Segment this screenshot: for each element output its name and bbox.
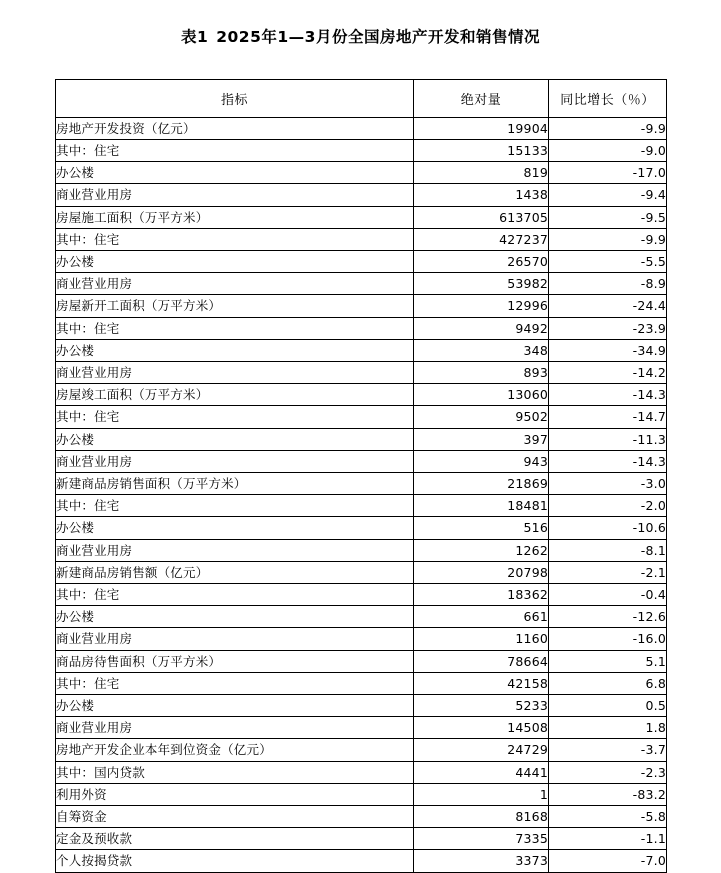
row-label: 商业营业用房 (56, 717, 414, 739)
table-row (56, 717, 667, 739)
row-absolute-value: 24729 (414, 739, 549, 761)
row-absolute-value: 53982 (414, 273, 549, 295)
row-absolute-value: 1438 (414, 184, 549, 206)
table-row (56, 317, 667, 339)
table-row (56, 162, 667, 184)
row-absolute-value: 26570 (414, 250, 549, 272)
row-growth-value: -5.8 (549, 805, 667, 827)
row-label: 其中：住宅 (56, 317, 414, 339)
row-label: 其中：住宅 (56, 139, 414, 161)
title-text: 2025年1—3月份全国房地产开发和销售情况 (216, 28, 540, 46)
row-label: 商业营业用房 (56, 361, 414, 383)
row-label: 办公楼 (56, 162, 414, 184)
row-growth-value: -23.9 (549, 317, 667, 339)
column-header-indicator: 指标 (56, 79, 414, 117)
row-growth-value: -1.1 (549, 828, 667, 850)
table-number: 表1 (181, 28, 209, 46)
row-growth-value: -24.4 (549, 295, 667, 317)
row-growth-value: -9.0 (549, 139, 667, 161)
table-row (56, 117, 667, 139)
table-row (56, 250, 667, 272)
row-absolute-value: 943 (414, 450, 549, 472)
page-title (0, 0, 721, 49)
row-label: 自筹资金 (56, 805, 414, 827)
row-label: 办公楼 (56, 339, 414, 361)
table-row (56, 628, 667, 650)
table-row (56, 672, 667, 694)
table-container (55, 79, 666, 873)
row-growth-value: 0.5 (549, 694, 667, 716)
row-label: 个人按揭贷款 (56, 850, 414, 872)
row-growth-value: -9.9 (549, 228, 667, 250)
table-row (56, 606, 667, 628)
row-growth-value: -2.1 (549, 561, 667, 583)
row-absolute-value: 78664 (414, 650, 549, 672)
table-body (56, 117, 667, 872)
row-growth-value: -9.4 (549, 184, 667, 206)
row-absolute-value: 893 (414, 361, 549, 383)
table-row (56, 406, 667, 428)
row-label: 定金及预收款 (56, 828, 414, 850)
row-growth-value: -3.7 (549, 739, 667, 761)
row-growth-value: 5.1 (549, 650, 667, 672)
table-header-row (56, 79, 667, 117)
row-growth-value: -14.3 (549, 450, 667, 472)
row-label: 商业营业用房 (56, 450, 414, 472)
row-label: 其中：住宅 (56, 228, 414, 250)
row-absolute-value: 18481 (414, 495, 549, 517)
row-growth-value: -17.0 (549, 162, 667, 184)
row-absolute-value: 9502 (414, 406, 549, 428)
table-row (56, 273, 667, 295)
table-row (56, 783, 667, 805)
row-label: 办公楼 (56, 606, 414, 628)
row-growth-value: -14.7 (549, 406, 667, 428)
row-label: 房屋竣工面积（万平方米） (56, 384, 414, 406)
row-growth-value: -14.2 (549, 361, 667, 383)
table-row (56, 583, 667, 605)
row-growth-value: 6.8 (549, 672, 667, 694)
row-growth-value: -16.0 (549, 628, 667, 650)
row-absolute-value: 21869 (414, 472, 549, 494)
row-absolute-value: 5233 (414, 694, 549, 716)
table-row (56, 694, 667, 716)
row-label: 办公楼 (56, 428, 414, 450)
row-growth-value: -83.2 (549, 783, 667, 805)
row-absolute-value: 42158 (414, 672, 549, 694)
row-absolute-value: 19904 (414, 117, 549, 139)
row-absolute-value: 9492 (414, 317, 549, 339)
row-absolute-value: 3373 (414, 850, 549, 872)
row-label: 商品房待售面积（万平方米） (56, 650, 414, 672)
table-row (56, 472, 667, 494)
row-label: 房屋新开工面积（万平方米） (56, 295, 414, 317)
row-label: 新建商品房销售面积（万平方米） (56, 472, 414, 494)
row-label: 其中：国内贷款 (56, 761, 414, 783)
row-absolute-value: 15133 (414, 139, 549, 161)
row-absolute-value: 1160 (414, 628, 549, 650)
row-label: 利用外资 (56, 783, 414, 805)
table-row (56, 428, 667, 450)
real-estate-table (55, 79, 667, 873)
row-label: 商业营业用房 (56, 539, 414, 561)
column-header-absolute: 绝对量 (414, 79, 549, 117)
row-absolute-value: 427237 (414, 228, 549, 250)
row-growth-value: -3.0 (549, 472, 667, 494)
row-growth-value: -0.4 (549, 583, 667, 605)
table-row (56, 295, 667, 317)
row-growth-value: -12.6 (549, 606, 667, 628)
table-row (56, 450, 667, 472)
table-row (56, 739, 667, 761)
table-row (56, 517, 667, 539)
row-growth-value: -34.9 (549, 339, 667, 361)
table-row (56, 805, 667, 827)
row-growth-value: -2.0 (549, 495, 667, 517)
row-absolute-value: 12996 (414, 295, 549, 317)
table-row (56, 761, 667, 783)
row-growth-value: -8.9 (549, 273, 667, 295)
row-absolute-value: 18362 (414, 583, 549, 605)
row-label: 房地产开发投资（亿元） (56, 117, 414, 139)
row-growth-value: -2.3 (549, 761, 667, 783)
row-absolute-value: 14508 (414, 717, 549, 739)
table-row (56, 184, 667, 206)
row-label: 房屋施工面积（万平方米） (56, 206, 414, 228)
table-row (56, 539, 667, 561)
row-label: 商业营业用房 (56, 273, 414, 295)
table-row (56, 850, 667, 872)
table-row (56, 139, 667, 161)
row-absolute-value: 20798 (414, 561, 549, 583)
row-growth-value: -11.3 (549, 428, 667, 450)
row-label: 商业营业用房 (56, 184, 414, 206)
table-row (56, 650, 667, 672)
row-absolute-value: 397 (414, 428, 549, 450)
row-absolute-value: 7335 (414, 828, 549, 850)
row-absolute-value: 819 (414, 162, 549, 184)
row-label: 其中：住宅 (56, 672, 414, 694)
row-absolute-value: 13060 (414, 384, 549, 406)
row-label: 房地产开发企业本年到位资金（亿元） (56, 739, 414, 761)
table-row (56, 228, 667, 250)
column-header-growth: 同比增长（％） (549, 79, 667, 117)
row-growth-value: -9.9 (549, 117, 667, 139)
row-label: 其中：住宅 (56, 406, 414, 428)
row-absolute-value: 613705 (414, 206, 549, 228)
row-absolute-value: 516 (414, 517, 549, 539)
row-absolute-value: 4441 (414, 761, 549, 783)
row-growth-value: -10.6 (549, 517, 667, 539)
row-absolute-value: 661 (414, 606, 549, 628)
table-row (56, 828, 667, 850)
table-row (56, 495, 667, 517)
row-label: 其中：住宅 (56, 495, 414, 517)
table-row (56, 561, 667, 583)
row-absolute-value: 1262 (414, 539, 549, 561)
row-label: 其中：住宅 (56, 583, 414, 605)
table-row (56, 206, 667, 228)
table-row (56, 361, 667, 383)
table-row (56, 384, 667, 406)
row-absolute-value: 8168 (414, 805, 549, 827)
row-growth-value: -9.5 (549, 206, 667, 228)
row-label: 办公楼 (56, 694, 414, 716)
row-label: 新建商品房销售额（亿元） (56, 561, 414, 583)
row-growth-value: -8.1 (549, 539, 667, 561)
row-label: 办公楼 (56, 517, 414, 539)
row-growth-value: -5.5 (549, 250, 667, 272)
row-growth-value: -14.3 (549, 384, 667, 406)
table-row (56, 339, 667, 361)
row-growth-value: 1.8 (549, 717, 667, 739)
row-label: 商业营业用房 (56, 628, 414, 650)
row-absolute-value: 1 (414, 783, 549, 805)
row-growth-value: -7.0 (549, 850, 667, 872)
row-absolute-value: 348 (414, 339, 549, 361)
row-label: 办公楼 (56, 250, 414, 272)
